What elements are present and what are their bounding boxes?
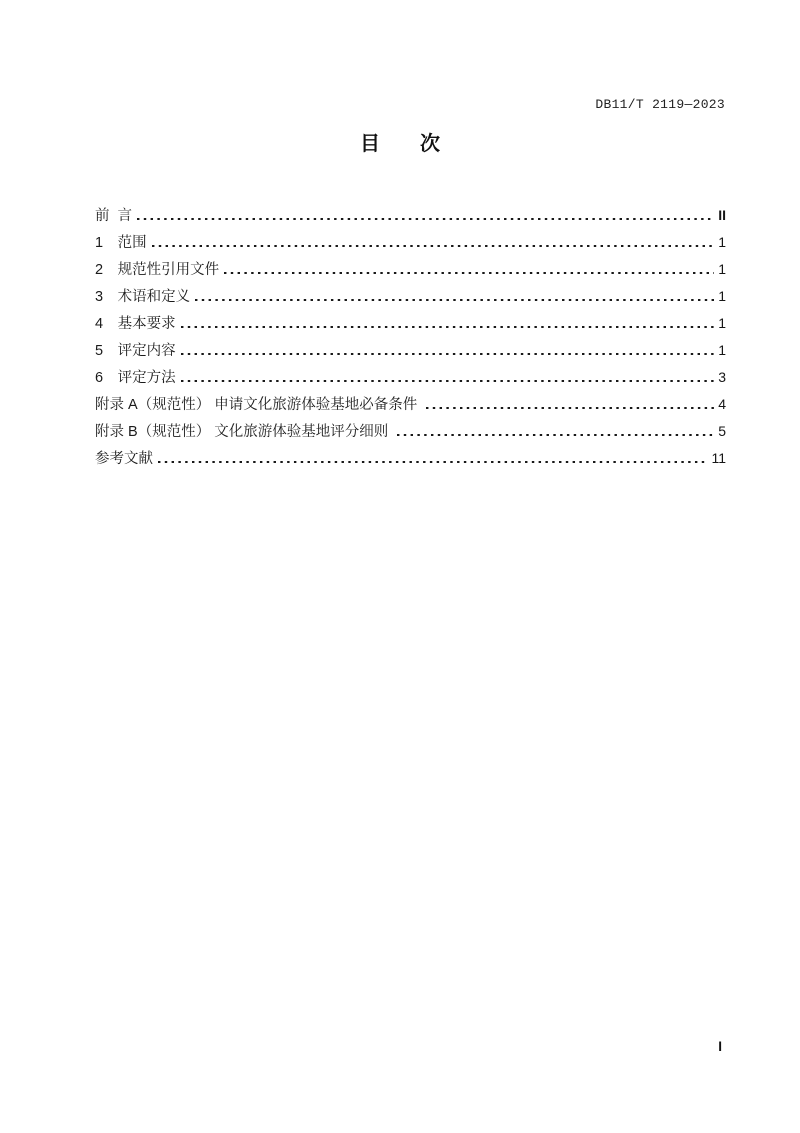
toc-entry-bibliography <box>95 447 726 474</box>
toc-entry-page: 1 <box>718 315 726 331</box>
toc-entry-label: 5 评定内容 <box>95 343 176 359</box>
toc-entry-page: 1 <box>718 261 726 277</box>
dot-leader <box>397 434 714 436</box>
toc-entry-evaluation-content <box>95 339 726 366</box>
toc-entry-scope <box>95 231 726 258</box>
toc-entry-foreword <box>95 204 726 231</box>
toc-entry-label: 参考文献 <box>95 451 153 467</box>
dot-leader <box>426 407 714 409</box>
toc-entry-label: 4 基本要求 <box>95 316 176 332</box>
toc-entry-label: 附录 B（规范性） 文化旅游体验基地评分细则 <box>95 424 393 440</box>
dot-leader <box>181 326 715 328</box>
toc-entry-page: 3 <box>718 369 726 385</box>
toc-entry-page: 11 <box>711 450 726 466</box>
toc-entry-label: 6 评定方法 <box>95 370 176 386</box>
toc-entry-label: 1 范围 <box>95 235 147 251</box>
toc-entry-appendix-a <box>95 393 726 420</box>
toc-entry-normative-references <box>95 258 726 285</box>
toc-entry-basic-requirements <box>95 312 726 339</box>
toc-entry-page: 1 <box>718 234 726 250</box>
dot-leader <box>158 461 707 463</box>
dot-leader <box>195 299 714 301</box>
toc-entry-label: 前 言 <box>95 208 133 224</box>
dot-leader <box>181 380 715 382</box>
toc-entry-page: 4 <box>718 396 726 412</box>
toc-entry-terms-definitions <box>95 285 726 312</box>
toc-entry-page: 5 <box>718 423 726 439</box>
dot-leader <box>152 245 715 247</box>
toc-entry-appendix-b <box>95 420 726 447</box>
dot-leader <box>181 353 715 355</box>
toc-entry-evaluation-method <box>95 366 726 393</box>
dot-leader <box>137 218 714 220</box>
toc-entry-label: 2 规范性引用文件 <box>95 262 220 278</box>
document-code: DB11/T 2119—2023 <box>595 97 725 112</box>
toc-entry-label: 附录 A（规范性） 申请文化旅游体验基地必备条件 <box>95 397 422 413</box>
footer-page-number: I <box>718 1039 722 1054</box>
page-title: 目 次 <box>360 133 440 155</box>
table-of-contents <box>95 204 726 474</box>
toc-entry-page: II <box>718 207 726 223</box>
toc-entry-page: 1 <box>718 288 726 304</box>
toc-entry-label: 3 术语和定义 <box>95 289 191 305</box>
toc-entry-page: 1 <box>718 342 726 358</box>
dot-leader <box>224 272 714 274</box>
